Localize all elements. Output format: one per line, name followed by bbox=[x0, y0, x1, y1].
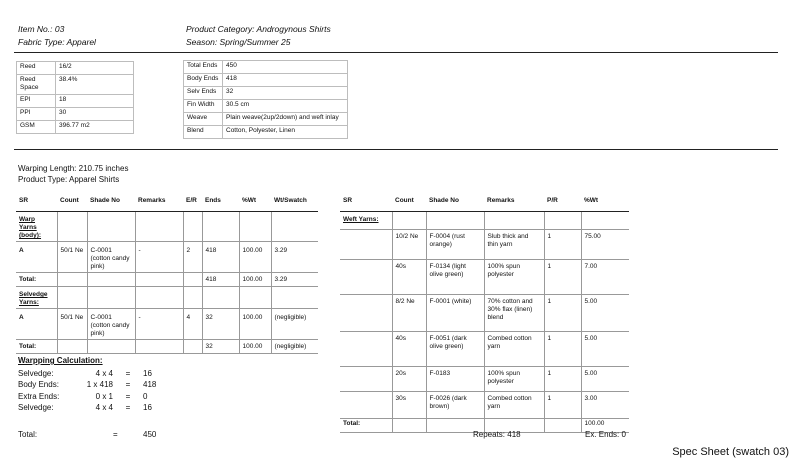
spec-value: 32 bbox=[223, 87, 348, 100]
spec-row bbox=[184, 100, 348, 113]
calc-cell: 16 bbox=[143, 368, 152, 378]
calc-cell: = bbox=[125, 403, 131, 412]
weft-cell: 100% spun polyester bbox=[484, 367, 544, 392]
calc-total-eq: = bbox=[113, 430, 118, 439]
spec-key: Selv Ends bbox=[184, 87, 223, 100]
spec-value: 396.77 m2 bbox=[56, 121, 134, 134]
weft-cell: 10/2 Ne bbox=[392, 230, 426, 260]
weft-cell: Combed cotton yarn bbox=[484, 332, 544, 367]
spec-row bbox=[184, 87, 348, 100]
calc-cell: 418 bbox=[143, 380, 157, 389]
spec-row bbox=[17, 108, 134, 121]
calc-cell: = bbox=[125, 368, 131, 378]
warp-cell bbox=[183, 273, 202, 287]
warp-cell bbox=[87, 273, 135, 287]
warp-cell: - bbox=[135, 309, 183, 340]
weft-cell bbox=[340, 392, 392, 419]
weft-cell: 75.00 bbox=[581, 230, 629, 260]
weft-header-cell: Count bbox=[392, 191, 426, 212]
weft-cell: 3.00 bbox=[581, 392, 629, 419]
header-left bbox=[18, 23, 96, 49]
warp-cell: 3.29 bbox=[271, 242, 318, 273]
calc-cell: 1 x 418 bbox=[86, 380, 113, 389]
header-rule bbox=[14, 52, 778, 53]
repeats: Repeats: 418 bbox=[473, 430, 521, 439]
warping-length: Warping Length: 210.75 inches bbox=[18, 164, 129, 173]
calc-row bbox=[18, 379, 173, 391]
weft-header-cell: SR bbox=[340, 191, 392, 212]
weft-cell bbox=[340, 332, 392, 367]
product-type: Product Type: Apparel Shirts bbox=[18, 175, 120, 184]
weft-cell: F-0051 (dark olive green) bbox=[426, 332, 484, 367]
weft-cell: 100.00 bbox=[581, 419, 629, 433]
calc-cell: 0 x 1 bbox=[95, 391, 113, 401]
warp-header-cell: %Wt bbox=[239, 191, 271, 212]
warp-cell: 100.00 bbox=[239, 242, 271, 273]
weft-cell bbox=[544, 212, 581, 230]
warp-cell bbox=[202, 212, 239, 242]
warp-cell: 50/1 Ne bbox=[57, 242, 87, 273]
warp-cell bbox=[202, 287, 239, 309]
calc-cell: Selvedge: bbox=[18, 368, 54, 378]
spec-key: EPI bbox=[17, 95, 56, 108]
weft-yarns-table bbox=[340, 191, 629, 433]
weft-row bbox=[340, 332, 629, 367]
calc-row bbox=[18, 391, 173, 403]
weft-cell: 1 bbox=[544, 260, 581, 295]
warp-cell: 4 bbox=[183, 309, 202, 340]
warp-section-row bbox=[16, 287, 318, 309]
spec-row bbox=[184, 126, 348, 139]
calc-row bbox=[18, 402, 173, 414]
warp-cell bbox=[87, 212, 135, 242]
weft-section-label: Weft Yarns: bbox=[340, 212, 392, 230]
weft-row bbox=[340, 392, 629, 419]
warp-total-row bbox=[16, 273, 318, 287]
warp-cell bbox=[87, 340, 135, 354]
spec-value: 30 bbox=[56, 108, 134, 121]
warp-cell: Total: bbox=[16, 273, 57, 287]
weft-cell: Combed cotton yarn bbox=[484, 392, 544, 419]
warp-cell bbox=[57, 340, 87, 354]
weft-cell bbox=[581, 212, 629, 230]
weft-header-cell: Shade No bbox=[426, 191, 484, 212]
warp-cell bbox=[57, 212, 87, 242]
weft-cell: 5.00 bbox=[581, 367, 629, 392]
weft-cell: F-0004 (rust orange) bbox=[426, 230, 484, 260]
warp-header-cell: Remarks bbox=[135, 191, 183, 212]
spec-table-right bbox=[183, 60, 348, 139]
spec-key: Reed bbox=[17, 62, 56, 75]
warp-cell: 50/1 Ne bbox=[57, 309, 87, 340]
weft-cell: 30s bbox=[392, 392, 426, 419]
fabric-type: Fabric Type: Apparel bbox=[18, 37, 96, 47]
warp-cell bbox=[271, 287, 318, 309]
spec-key: Reed Space bbox=[17, 75, 56, 95]
weft-cell: F-0134 (light olive green) bbox=[426, 260, 484, 295]
weft-cell bbox=[340, 230, 392, 260]
spec-row bbox=[17, 95, 134, 108]
warp-section-row bbox=[16, 212, 318, 242]
weft-cell bbox=[392, 419, 426, 433]
warp-header-cell: Ends bbox=[202, 191, 239, 212]
weft-cell: F-0183 bbox=[426, 367, 484, 392]
weft-cell bbox=[340, 295, 392, 332]
spec-row bbox=[184, 61, 348, 74]
weft-header-cell: %Wt bbox=[581, 191, 629, 212]
warp-cell bbox=[87, 287, 135, 309]
weft-cell bbox=[484, 212, 544, 230]
weft-cell bbox=[544, 419, 581, 433]
weft-cell: 1 bbox=[544, 295, 581, 332]
warp-header-cell: E/R bbox=[183, 191, 202, 212]
ex-ends: Ex. Ends: 0 bbox=[585, 430, 626, 439]
spec-table-left bbox=[16, 61, 134, 134]
spec-key: Fin Width bbox=[184, 100, 223, 113]
warp-row bbox=[16, 309, 318, 340]
warp-header-cell: Shade No bbox=[87, 191, 135, 212]
warp-header-cell: Wt/Swatch bbox=[271, 191, 318, 212]
spec-key: PPI bbox=[17, 108, 56, 121]
weft-row bbox=[340, 295, 629, 332]
spec-row bbox=[17, 75, 134, 95]
spec-key: Weave bbox=[184, 113, 223, 126]
weft-row bbox=[340, 230, 629, 260]
warping-info bbox=[18, 163, 128, 185]
warp-cell bbox=[239, 212, 271, 242]
warp-cell: 2 bbox=[183, 242, 202, 273]
weft-cell: F-0001 (white) bbox=[426, 295, 484, 332]
spec-value: 18 bbox=[56, 95, 134, 108]
calc-total-label: Total: bbox=[18, 430, 38, 439]
warp-cell: 32 bbox=[202, 309, 239, 340]
calc-total-row bbox=[18, 429, 156, 441]
warp-cell bbox=[135, 273, 183, 287]
warp-cell: C-0001 (cotton candy pink) bbox=[87, 242, 135, 273]
warp-section-label: Selvedge Yarns: bbox=[16, 287, 57, 309]
warp-cell bbox=[135, 287, 183, 309]
warp-cell: C-0001 (cotton candy pink) bbox=[87, 309, 135, 340]
warping-calculation bbox=[18, 355, 173, 414]
warp-total-row bbox=[16, 340, 318, 354]
calc-row bbox=[18, 368, 173, 380]
weft-cell: 40s bbox=[392, 332, 426, 367]
warp-cell bbox=[135, 212, 183, 242]
weft-cell: 20s bbox=[392, 367, 426, 392]
calc-rows bbox=[18, 368, 173, 414]
warp-cell bbox=[57, 273, 87, 287]
weft-cell: 1 bbox=[544, 332, 581, 367]
weft-cell: 1 bbox=[544, 367, 581, 392]
calc-cell: 16 bbox=[143, 403, 152, 412]
weft-cell bbox=[340, 367, 392, 392]
calc-cell: Selvedge: bbox=[18, 403, 54, 412]
calc-cell: Body Ends: bbox=[18, 380, 59, 389]
weft-cell: 5.00 bbox=[581, 295, 629, 332]
warp-cell bbox=[183, 212, 202, 242]
weft-header-row bbox=[340, 191, 629, 212]
weft-cell bbox=[392, 212, 426, 230]
spec-row bbox=[17, 62, 134, 75]
calc-cell: Extra Ends: bbox=[18, 391, 60, 401]
weft-cell bbox=[426, 212, 484, 230]
spec-value: Cotton, Polyester, Linen bbox=[223, 126, 348, 139]
weft-cell: 1 bbox=[544, 230, 581, 260]
calc-cell: 0 bbox=[143, 391, 148, 401]
warp-cell: 418 bbox=[202, 273, 239, 287]
warp-cell: A bbox=[16, 309, 57, 340]
warp-cell: 100.00 bbox=[239, 309, 271, 340]
spec-key: Body Ends bbox=[184, 74, 223, 87]
calc-total-value: 450 bbox=[143, 430, 157, 439]
weft-cell bbox=[340, 260, 392, 295]
warp-cell: 3.29 bbox=[271, 273, 318, 287]
warp-cell bbox=[183, 287, 202, 309]
weft-row bbox=[340, 367, 629, 392]
season: Season: Spring/Summer 25 bbox=[186, 37, 291, 47]
warp-yarns-table bbox=[16, 191, 318, 354]
spec-key: GSM bbox=[17, 121, 56, 134]
spec-value: Plain weave(2up/2down) and weft inlay bbox=[223, 113, 348, 126]
footer-title: Spec Sheet (swatch 03) bbox=[672, 446, 789, 458]
weft-cell: Total: bbox=[340, 419, 392, 433]
warp-cell: (negligible) bbox=[271, 340, 318, 354]
weft-cell: 40s bbox=[392, 260, 426, 295]
warp-cell bbox=[271, 212, 318, 242]
warp-header-row bbox=[16, 191, 318, 212]
warp-cell: Total: bbox=[16, 340, 57, 354]
weft-header-cell: P/R bbox=[544, 191, 581, 212]
calc-cell: 4 x 4 bbox=[95, 403, 113, 412]
warp-cell bbox=[57, 287, 87, 309]
weft-cell: 8/2 Ne bbox=[392, 295, 426, 332]
weft-header-cell: Remarks bbox=[484, 191, 544, 212]
weft-cell: 5.00 bbox=[581, 332, 629, 367]
spec-value: 418 bbox=[223, 74, 348, 87]
spec-value: 30.5 cm bbox=[223, 100, 348, 113]
warp-cell bbox=[183, 340, 202, 354]
warp-header-cell: Count bbox=[57, 191, 87, 212]
warp-cell: 418 bbox=[202, 242, 239, 273]
warp-header-cell: SR bbox=[16, 191, 57, 212]
calc-cell: 4 x 4 bbox=[95, 368, 113, 378]
spec-row bbox=[184, 74, 348, 87]
product-category: Product Category: Androgynous Shirts bbox=[186, 24, 331, 34]
warp-cell: 100.00 bbox=[239, 273, 271, 287]
warp-cell: A bbox=[16, 242, 57, 273]
weft-cell: F-0026 (dark brown) bbox=[426, 392, 484, 419]
warp-section-label: Warp Yarns (body): bbox=[16, 212, 57, 242]
weft-cell: 100% spun polyester bbox=[484, 260, 544, 295]
spec-key: Blend bbox=[184, 126, 223, 139]
weft-section-row bbox=[340, 212, 629, 230]
weft-cell: 7.00 bbox=[581, 260, 629, 295]
weft-cell: 1 bbox=[544, 392, 581, 419]
spec-value: 450 bbox=[223, 61, 348, 74]
calc-cell: = bbox=[125, 380, 131, 389]
weft-cell: 70% cotton and 30% flax (linen) blend bbox=[484, 295, 544, 332]
warp-cell bbox=[135, 340, 183, 354]
weft-row bbox=[340, 260, 629, 295]
warp-cell: - bbox=[135, 242, 183, 273]
warp-cell: (negligible) bbox=[271, 309, 318, 340]
spec-rule bbox=[14, 149, 778, 150]
warp-cell bbox=[239, 287, 271, 309]
warp-cell: 32 bbox=[202, 340, 239, 354]
warp-row bbox=[16, 242, 318, 273]
header-right bbox=[186, 23, 331, 49]
calc-title: Warpping Calculation: bbox=[18, 356, 103, 365]
weft-cell: Slub thick and thin yarn bbox=[484, 230, 544, 260]
spec-key: Total Ends bbox=[184, 61, 223, 74]
spec-value: 16/2 bbox=[56, 62, 134, 75]
spec-row bbox=[184, 113, 348, 126]
spec-value: 38.4% bbox=[56, 75, 134, 95]
spec-row bbox=[17, 121, 134, 134]
calc-cell: = bbox=[125, 391, 131, 401]
warp-cell: 100.00 bbox=[239, 340, 271, 354]
item-number: Item No.: 03 bbox=[18, 24, 65, 34]
